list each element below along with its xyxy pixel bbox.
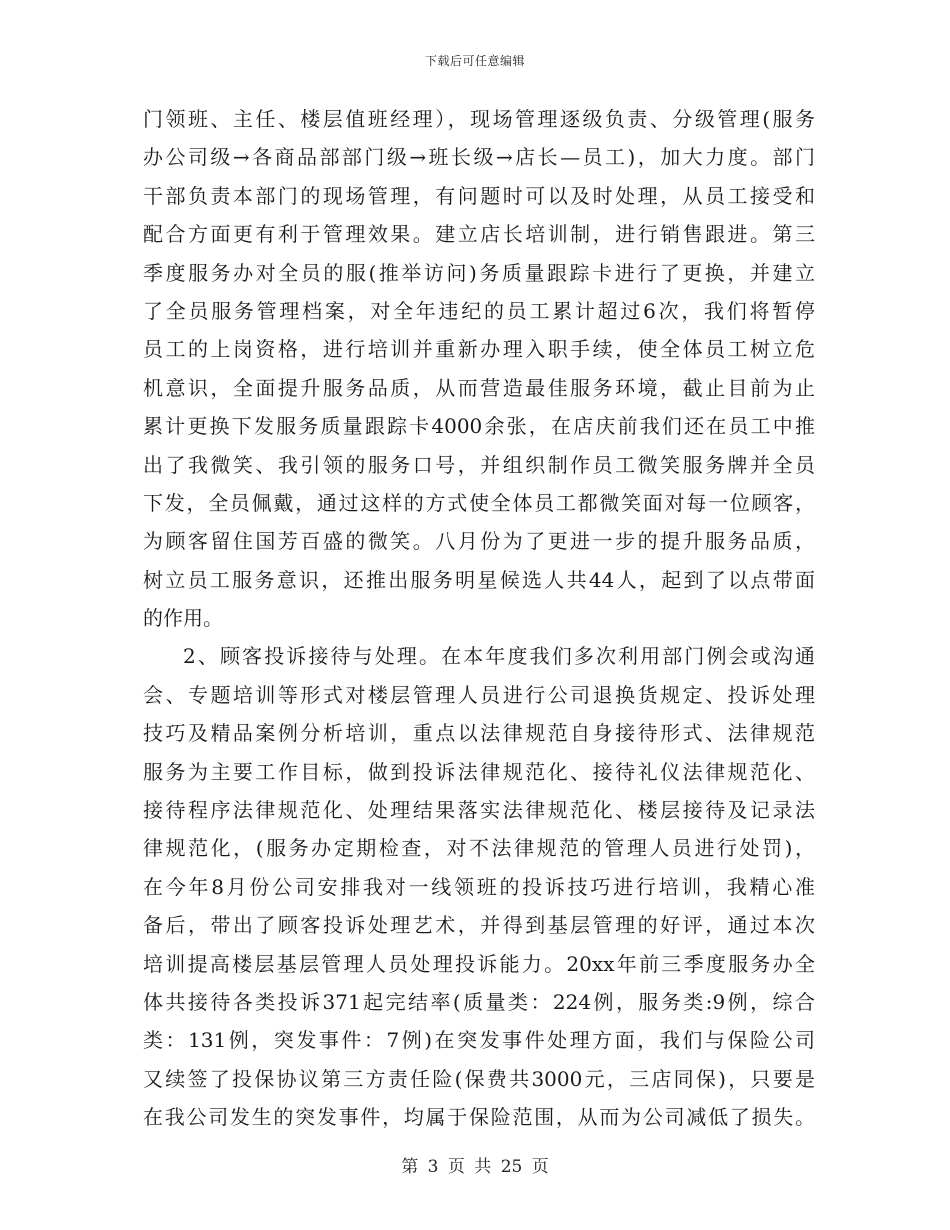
text-line: 季度服务办对全员的服(推举访问)务质量跟踪卡进行了更换，并建立 [143, 260, 815, 285]
paragraph-first-line: 2、顾客投诉接待与处理。在本年度我们多次利用部门例会或沟通 [183, 644, 815, 669]
text-line: 机意识，全面提升服务品质，从而营造最佳服务环境，截止目前为止 [143, 375, 815, 400]
text-line: 下发，全员佩戴，通过这样的方式使全体员工都微笑面对每一位顾客， [143, 490, 815, 515]
page-header-note: 下载后可任意编辑 [424, 54, 525, 68]
text-line: 累计更换下发服务质量跟踪卡4000余张，在店庆前我们还在员工中推 [143, 414, 815, 439]
document-body [143, 100, 815, 1137]
text-line: 为顾客留住国芳百盛的微笑。八月份为了更进一步的提升服务品质， [143, 529, 815, 554]
text-line: 办公司级→各商品部部门级→班长级→店长—员工)，加大力度。部门 [143, 145, 815, 170]
text-line: 培训提高楼层基层管理人员处理投诉能力。20xx年前三季度服务办全 [143, 951, 815, 976]
text-line: 出了我微笑、我引领的服务口号，并组织制作员工微笑服务牌并全员 [143, 452, 815, 477]
text-line: 树立员工服务意识，还推出服务明星候选人共44人，起到了以点带面 [143, 567, 815, 592]
text-line: 员工的上岗资格，进行培训并重新办理入职手续，使全体员工树立危 [143, 337, 815, 362]
text-line: 备后，带出了顾客投诉处理艺术，并得到基层管理的好评，通过本次 [143, 913, 815, 938]
text-line: 律规范化，(服务办定期检查，对不法律规范的管理人员进行处罚)， [143, 836, 815, 861]
text-line: 服务为主要工作目标，做到投诉法律规范化、接待礼仪法律规范化、 [143, 759, 815, 784]
text-line: 干部负责本部门的现场管理，有问题时可以及时处理，从员工接受和 [143, 183, 815, 208]
text-line: 门领班、主任、楼层值班经理），现场管理逐级负责、分级管理(服务 [143, 107, 815, 131]
text-line: 配合方面更有利于管理效果。建立店长培训制，进行销售跟进。第三 [143, 222, 815, 247]
page-number: 第 3 页 共 25 页 [401, 1157, 549, 1177]
text-line: 体共接待各类投诉371起完结率(质量类：224例，服务类:9例，综合 [143, 989, 815, 1014]
text-line: 接待程序法律规范化、处理结果落实法律规范化、楼层接待及记录法 [143, 798, 815, 823]
text-line: 在我公司发生的突发事件，均属于保险范围，从而为公司减低了损失。 [143, 1105, 815, 1130]
text-line: 了全员服务管理档案，对全年违纪的员工累计超过6次，我们将暂停 [143, 298, 815, 323]
text-line: 在今年8月份公司安排我对一线领班的投诉技巧进行培训，我精心准 [143, 874, 815, 899]
text-line: 技巧及精品案例分析培训，重点以法律规范自身接待形式、法律规范 [143, 721, 815, 746]
text-line: 又续签了投保协议第三方责任险(保费共3000元，三店同保)，只要是 [143, 1066, 815, 1091]
text-line: 的作用。 [143, 606, 223, 631]
text-line: 会、专题培训等形式对楼层管理人员进行公司退换货规定、投诉处理 [143, 682, 815, 707]
text-line: 类：131例，突发事件：7例)在突发事件处理方面，我们与保险公司 [143, 1028, 815, 1053]
